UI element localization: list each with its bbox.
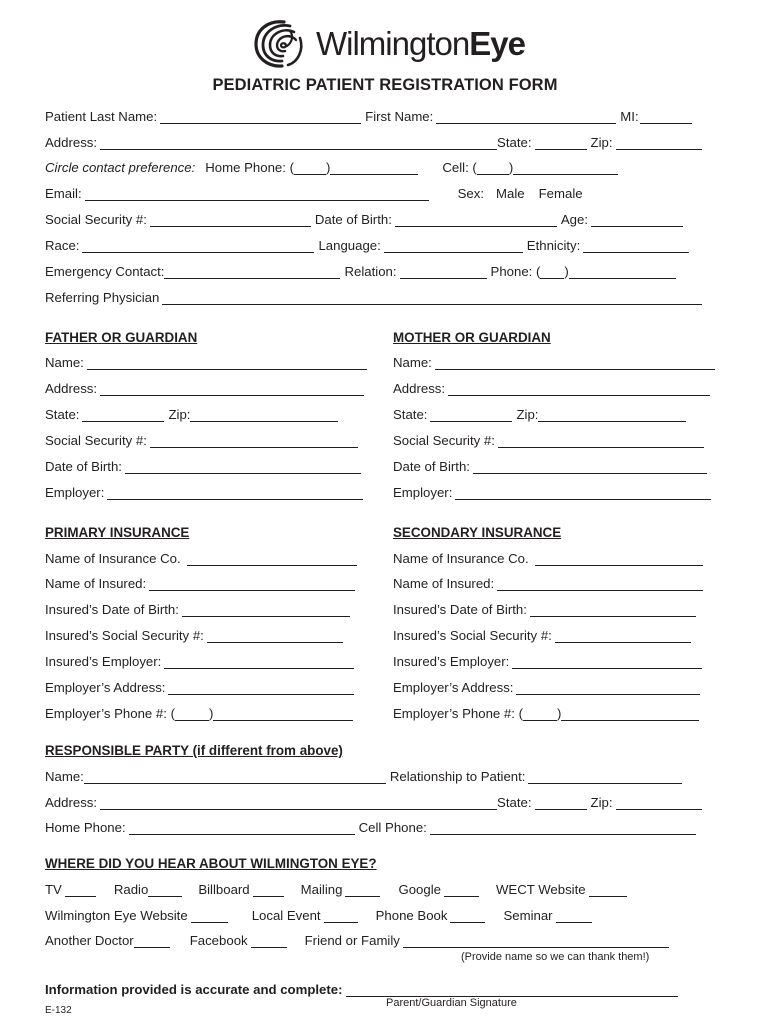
first-name-label: First Name:	[365, 109, 434, 124]
primary-employer-address-field[interactable]	[168, 680, 354, 695]
logo-wordmark-bold: Eye	[469, 25, 525, 62]
phone-label: Phone: (	[490, 264, 541, 279]
mother-ssn-field[interactable]	[498, 433, 704, 448]
referral-seminar-label: Seminar	[503, 908, 553, 923]
race-field[interactable]	[82, 238, 314, 253]
father-employer-row	[45, 483, 367, 503]
email-field[interactable]	[85, 186, 429, 201]
emergency-area-field[interactable]	[540, 264, 564, 279]
sex-male-option[interactable]: Male	[496, 186, 525, 201]
referral-radio-field[interactable]	[148, 882, 182, 897]
primary-insured-row	[45, 574, 359, 594]
referral-seminar-field[interactable]	[556, 908, 592, 923]
secondary-insured-ssn-row	[393, 626, 695, 646]
primary-insured-ssn-row	[45, 626, 347, 646]
referral-row-3	[45, 931, 673, 951]
mother-address-row	[393, 379, 714, 399]
cell-field[interactable]	[513, 160, 618, 175]
father-address-row	[45, 379, 368, 399]
responsible-name-field[interactable]	[84, 769, 386, 784]
mother-ssn-label: Social Security #:	[393, 433, 495, 448]
primary-company-field[interactable]	[187, 551, 357, 566]
primary-employer-phone-row	[45, 704, 357, 724]
referral-google-field[interactable]	[444, 882, 479, 897]
secondary-company-row	[393, 549, 707, 569]
responsible-zip-field[interactable]	[616, 795, 702, 810]
cell-area-field[interactable]	[477, 160, 509, 175]
last-name-label: Patient Last Name:	[45, 109, 158, 124]
email-label: Email:	[45, 186, 82, 201]
secondary-employer-address-label: Employer’s Address:	[393, 680, 514, 695]
secondary-company-label: Name of Insurance Co.	[393, 551, 529, 566]
referral-local-event-field[interactable]	[324, 908, 358, 923]
responsible-address-field[interactable]	[100, 795, 497, 810]
father-ssn-label: Social Security #:	[45, 433, 147, 448]
paren: )	[557, 706, 562, 721]
father-name-label: Name:	[45, 355, 84, 370]
last-name-field[interactable]	[160, 109, 361, 124]
zip-label: Zip:	[590, 135, 613, 150]
secondary-insured-employer-label: Insured’s Employer:	[393, 654, 510, 669]
mother-employer-label: Employer:	[393, 485, 453, 500]
signature-field[interactable]	[346, 982, 678, 997]
state-label: State:	[497, 135, 532, 150]
mother-state-field[interactable]	[430, 407, 512, 422]
emergency-field[interactable]	[164, 264, 340, 279]
secondary-insured-ssn-label: Insured’s Social Security #:	[393, 628, 552, 643]
swirl-eye-icon	[250, 18, 314, 70]
father-state-row	[45, 405, 342, 425]
referring-label: Referring Physician	[45, 290, 160, 305]
referral-facebook-field[interactable]	[251, 933, 287, 948]
referral-billboard-field[interactable]	[253, 882, 284, 897]
home-phone-area-field[interactable]	[294, 160, 326, 175]
form-title: PEDIATRIC PATIENT REGISTRATION FORM	[212, 76, 558, 94]
emergency-row	[45, 262, 680, 282]
mother-employer-field[interactable]	[455, 485, 711, 500]
secondary-insured-dob-row	[393, 600, 700, 620]
responsible-home-phone-field[interactable]	[129, 820, 355, 835]
secondary-insured-label: Name of Insured:	[393, 576, 495, 591]
primary-insured-ssn-field[interactable]	[207, 628, 343, 643]
father-dob-label: Date of Birth:	[45, 459, 122, 474]
referring-field[interactable]	[162, 290, 702, 305]
father-name-field[interactable]	[87, 355, 367, 370]
secondary-insured-field[interactable]	[497, 576, 703, 591]
paren: )	[508, 160, 514, 175]
referral-another-doctor-label: Another Doctor	[45, 933, 134, 948]
father-employer-field[interactable]	[107, 485, 363, 500]
relationship-label: Relationship to Patient:	[389, 769, 526, 784]
mother-state-label: State:	[393, 407, 428, 422]
ethnicity-field[interactable]	[583, 238, 689, 253]
primary-employer-phone-label: Employer’s Phone #: (	[45, 706, 175, 721]
secondary-employer-phone-field[interactable]	[561, 706, 699, 721]
secondary-insured-dob-label: Insured’s Date of Birth:	[393, 602, 527, 617]
referral-website-label: Wilmington Eye Website	[45, 908, 188, 923]
secondary-insured-employer-field[interactable]	[512, 654, 702, 669]
referral-heading: WHERE DID YOU HEAR ABOUT WILMINGTON EYE?	[45, 856, 377, 871]
ethnicity-label: Ethnicity:	[526, 238, 581, 253]
logo-wordmark-light: Wilmington	[316, 25, 470, 62]
responsible-home-phone-label: Home Phone:	[45, 820, 126, 835]
emergency-phone-field[interactable]	[569, 264, 676, 279]
secondary-insured-row	[393, 574, 707, 594]
father-state-field[interactable]	[82, 407, 164, 422]
patient-name-row	[45, 107, 696, 127]
referral-row-1	[45, 880, 631, 900]
mother-state-row	[393, 405, 690, 425]
mother-employer-row	[393, 483, 715, 503]
primary-insured-field[interactable]	[149, 576, 355, 591]
primary-insured-dob-row	[45, 600, 354, 620]
form-code: E-132	[45, 1005, 72, 1016]
paren: )	[209, 706, 214, 721]
primary-insured-employer-label: Insured’s Employer:	[45, 654, 162, 669]
father-address-label: Address:	[45, 381, 98, 396]
secondary-employer-phone-label: Employer’s Phone #: (	[393, 706, 523, 721]
referral-mailing-field[interactable]	[345, 882, 380, 897]
secondary-company-field[interactable]	[535, 551, 703, 566]
logo-wordmark	[316, 25, 525, 63]
mother-dob-field[interactable]	[473, 459, 707, 474]
language-label: Language:	[318, 238, 381, 253]
referral-website-field[interactable]	[191, 908, 228, 923]
father-state-label: State:	[45, 407, 80, 422]
referral-facebook-label: Facebook	[189, 933, 248, 948]
email-row	[45, 184, 583, 204]
primary-insured-label: Name of Insured:	[45, 576, 147, 591]
referral-tv-label: TV	[45, 882, 62, 897]
secondary-employer-area-field[interactable]	[523, 706, 557, 721]
dob-field[interactable]	[395, 212, 557, 227]
father-ssn-row	[45, 431, 362, 451]
wilmington-eye-logo	[250, 18, 525, 70]
secondary-employer-phone-row	[393, 704, 703, 724]
referral-tv-field[interactable]	[65, 882, 96, 897]
referral-billboard-label: Billboard	[198, 882, 250, 897]
referral-local-event-label: Local Event	[251, 908, 321, 923]
first-name-field[interactable]	[436, 109, 616, 124]
paren: )	[564, 264, 569, 279]
provide-name-note: (Provide name so we can thank them!)	[461, 951, 650, 963]
mi-field[interactable]	[640, 109, 692, 124]
signature-statement: Information provided is accurate and complete:	[45, 982, 343, 997]
contact-pref-label: Circle contact preference:	[45, 160, 196, 175]
father-employer-label: Employer:	[45, 485, 105, 500]
secondary-insured-employer-row	[393, 652, 706, 672]
responsible-name-label: Name:	[45, 769, 84, 784]
responsible-zip-label: Zip:	[590, 795, 613, 810]
responsible-address-row	[45, 793, 706, 813]
responsible-cell-phone-label: Cell Phone:	[358, 820, 427, 835]
primary-insured-employer-row	[45, 652, 358, 672]
father-zip-field[interactable]	[190, 407, 338, 422]
responsible-state-label: State:	[497, 795, 532, 810]
referral-friend-label: Friend or Family	[304, 933, 400, 948]
mother-name-field[interactable]	[435, 355, 715, 370]
primary-insurance-heading: PRIMARY INSURANCE	[45, 525, 190, 540]
primary-insured-dob-label: Insured’s Date of Birth:	[45, 602, 179, 617]
responsible-address-label: Address:	[45, 795, 98, 810]
race-label: Race:	[45, 238, 80, 253]
primary-employer-area-field[interactable]	[175, 706, 209, 721]
state-field[interactable]	[535, 135, 587, 150]
secondary-employer-address-field[interactable]	[516, 680, 700, 695]
ssn-label: Social Security #:	[45, 212, 147, 227]
home-phone-option[interactable]: Home Phone: (	[205, 160, 294, 175]
mother-ssn-row	[393, 431, 708, 451]
mother-name-label: Name:	[393, 355, 432, 370]
ssn-row	[45, 210, 687, 230]
referral-wect-label: WECT Website	[495, 882, 586, 897]
age-field[interactable]	[591, 212, 683, 227]
primary-company-label: Name of Insurance Co.	[45, 551, 181, 566]
home-phone-field[interactable]	[330, 160, 418, 175]
secondary-employer-address-row	[393, 678, 704, 698]
responsible-name-row	[45, 767, 686, 787]
secondary-insured-ssn-field[interactable]	[555, 628, 691, 643]
referral-google-label: Google	[398, 882, 441, 897]
referral-wect-field[interactable]	[589, 882, 627, 897]
primary-insured-ssn-label: Insured’s Social Security #:	[45, 628, 204, 643]
relation-field[interactable]	[400, 264, 487, 279]
sex-label: Sex:	[457, 186, 485, 201]
patient-address-row	[45, 133, 706, 153]
father-name-row	[45, 353, 371, 373]
responsible-cell-phone-field[interactable]	[430, 820, 696, 835]
address-label: Address:	[45, 135, 98, 150]
secondary-insurance-heading: SECONDARY INSURANCE	[393, 525, 562, 540]
cell-option[interactable]: Cell: (	[442, 160, 477, 175]
sex-female-option[interactable]: Female	[538, 186, 583, 201]
mother-name-row	[393, 353, 719, 373]
address-field[interactable]	[100, 135, 497, 150]
mother-dob-label: Date of Birth:	[393, 459, 470, 474]
primary-employer-address-row	[45, 678, 358, 698]
race-row	[45, 236, 693, 256]
relation-label: Relation:	[344, 264, 397, 279]
responsible-state-field[interactable]	[535, 795, 587, 810]
primary-employer-address-label: Employer’s Address:	[45, 680, 166, 695]
relationship-field[interactable]	[528, 769, 682, 784]
primary-insured-dob-field[interactable]	[182, 602, 350, 617]
father-dob-field[interactable]	[125, 459, 361, 474]
signature-row	[45, 980, 682, 1000]
mother-zip-field[interactable]	[538, 407, 686, 422]
referral-phone-book-field[interactable]	[450, 908, 485, 923]
father-zip-label: Zip:	[168, 407, 191, 422]
referring-row	[45, 288, 706, 308]
referral-mailing-label: Mailing	[300, 882, 343, 897]
mother-heading: MOTHER OR GUARDIAN	[393, 330, 551, 345]
primary-employer-phone-field[interactable]	[213, 706, 353, 721]
mother-address-field[interactable]	[448, 381, 710, 396]
contact-pref-row	[45, 158, 622, 178]
mother-address-label: Address:	[393, 381, 446, 396]
father-dob-row	[45, 457, 365, 477]
ssn-field[interactable]	[150, 212, 311, 227]
age-label: Age:	[560, 212, 588, 227]
responsible-phone-row	[45, 818, 700, 838]
dob-label: Date of Birth:	[314, 212, 392, 227]
language-field[interactable]	[384, 238, 523, 253]
zip-field[interactable]	[616, 135, 702, 150]
referral-row-2	[45, 906, 596, 926]
paren: )	[325, 160, 331, 175]
secondary-insured-dob-field[interactable]	[530, 602, 696, 617]
mother-dob-row	[393, 457, 711, 477]
father-heading: FATHER OR GUARDIAN	[45, 330, 198, 345]
father-ssn-field[interactable]	[150, 433, 358, 448]
emergency-label: Emergency Contact:	[45, 264, 165, 279]
primary-insured-employer-field[interactable]	[164, 654, 354, 669]
referral-another-doctor-field[interactable]	[134, 933, 170, 948]
responsible-party-heading: RESPONSIBLE PARTY (if different from above)	[45, 743, 343, 758]
mother-zip-label: Zip:	[516, 407, 539, 422]
referral-radio-label: Radio	[113, 882, 149, 897]
primary-company-row	[45, 549, 361, 569]
mi-label: MI:	[620, 109, 639, 124]
father-address-field[interactable]	[100, 381, 364, 396]
referral-friend-field[interactable]	[403, 933, 669, 948]
signature-caption: Parent/Guardian Signature	[386, 997, 517, 1009]
referral-phone-book-label: Phone Book	[375, 908, 448, 923]
